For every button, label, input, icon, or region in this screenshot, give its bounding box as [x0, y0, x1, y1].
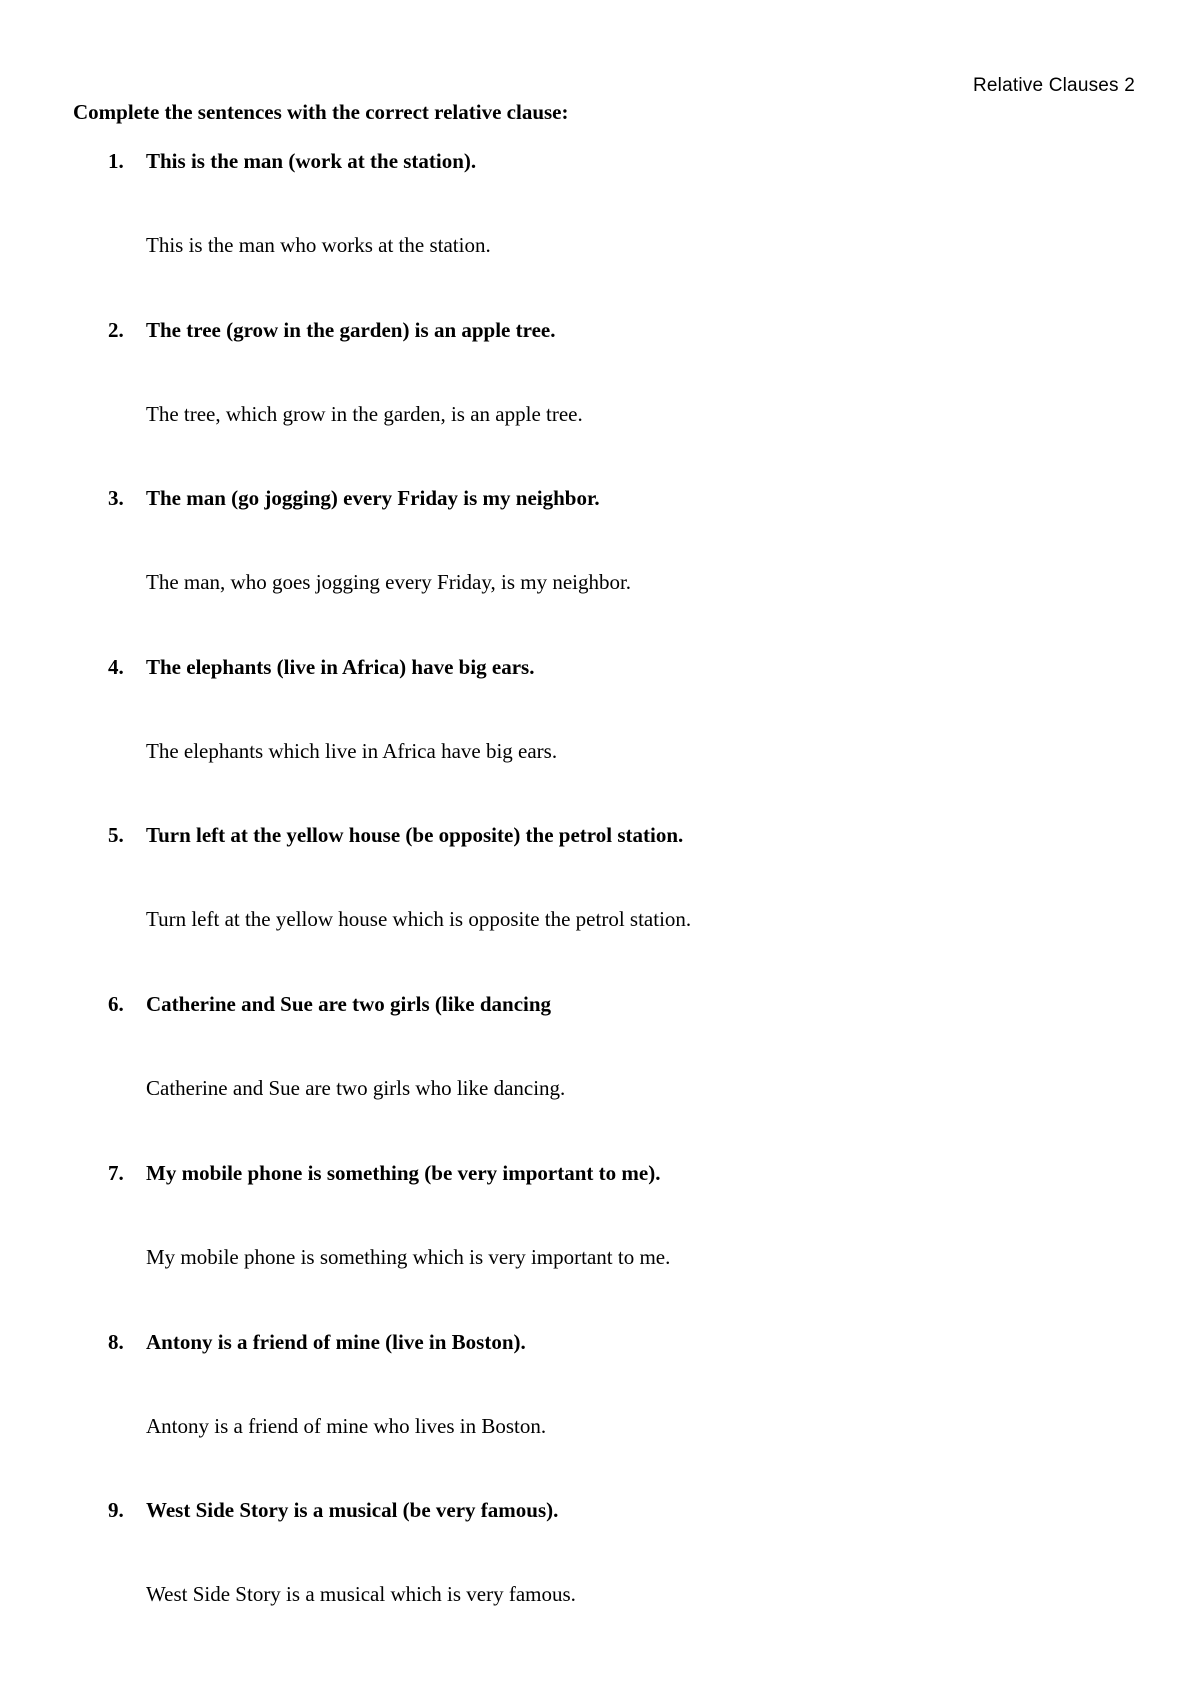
- item-number: 3.: [108, 486, 124, 510]
- item-prompt: Turn left at the yellow house (be opposite) the petrol station.: [146, 823, 684, 847]
- item-answer: This is the man who works at the station.: [146, 233, 491, 257]
- item-number: 1.: [108, 149, 124, 173]
- item-number: 8.: [108, 1330, 124, 1354]
- item-answer: My mobile phone is something which is very important to me.: [146, 1245, 671, 1269]
- item-answer: Turn left at the yellow house which is opposite the petrol station.: [146, 907, 692, 931]
- item-number: 4.: [108, 655, 124, 679]
- page-header-label: Relative Clauses 2: [972, 75, 1135, 96]
- item-prompt: This is the man (work at the station).: [146, 149, 477, 173]
- item-answer: The elephants which live in Africa have big ears.: [146, 739, 558, 763]
- item-number: 7.: [108, 1161, 124, 1185]
- item-prompt: Catherine and Sue are two girls (like dancing: [146, 992, 552, 1016]
- item-number: 2.: [108, 318, 124, 342]
- item-answer: Catherine and Sue are two girls who like dancing.: [146, 1076, 566, 1100]
- item-number: 5.: [108, 823, 124, 847]
- item-prompt: The tree (grow in the garden) is an apple tree.: [146, 318, 556, 342]
- item-prompt: The elephants (live in Africa) have big ears.: [146, 655, 535, 679]
- item-prompt: The man (go jogging) every Friday is my neighbor.: [146, 486, 600, 510]
- item-prompt: My mobile phone is something (be very important to me).: [146, 1161, 661, 1185]
- item-prompt: Antony is a friend of mine (live in Boston).: [146, 1330, 526, 1354]
- item-answer: The man, who goes jogging every Friday, is my neighbor.: [146, 570, 632, 594]
- item-answer: West Side Story is a musical which is very famous.: [146, 1582, 576, 1606]
- item-number: 6.: [108, 992, 124, 1016]
- instructions-heading: Complete the sentences with the correct relative clause:: [73, 100, 569, 124]
- item-prompt: West Side Story is a musical (be very famous).: [146, 1498, 559, 1522]
- item-answer: The tree, which grow in the garden, is an apple tree.: [146, 402, 583, 426]
- item-answer: Antony is a friend of mine who lives in Boston.: [146, 1414, 547, 1438]
- item-number: 9.: [108, 1498, 124, 1522]
